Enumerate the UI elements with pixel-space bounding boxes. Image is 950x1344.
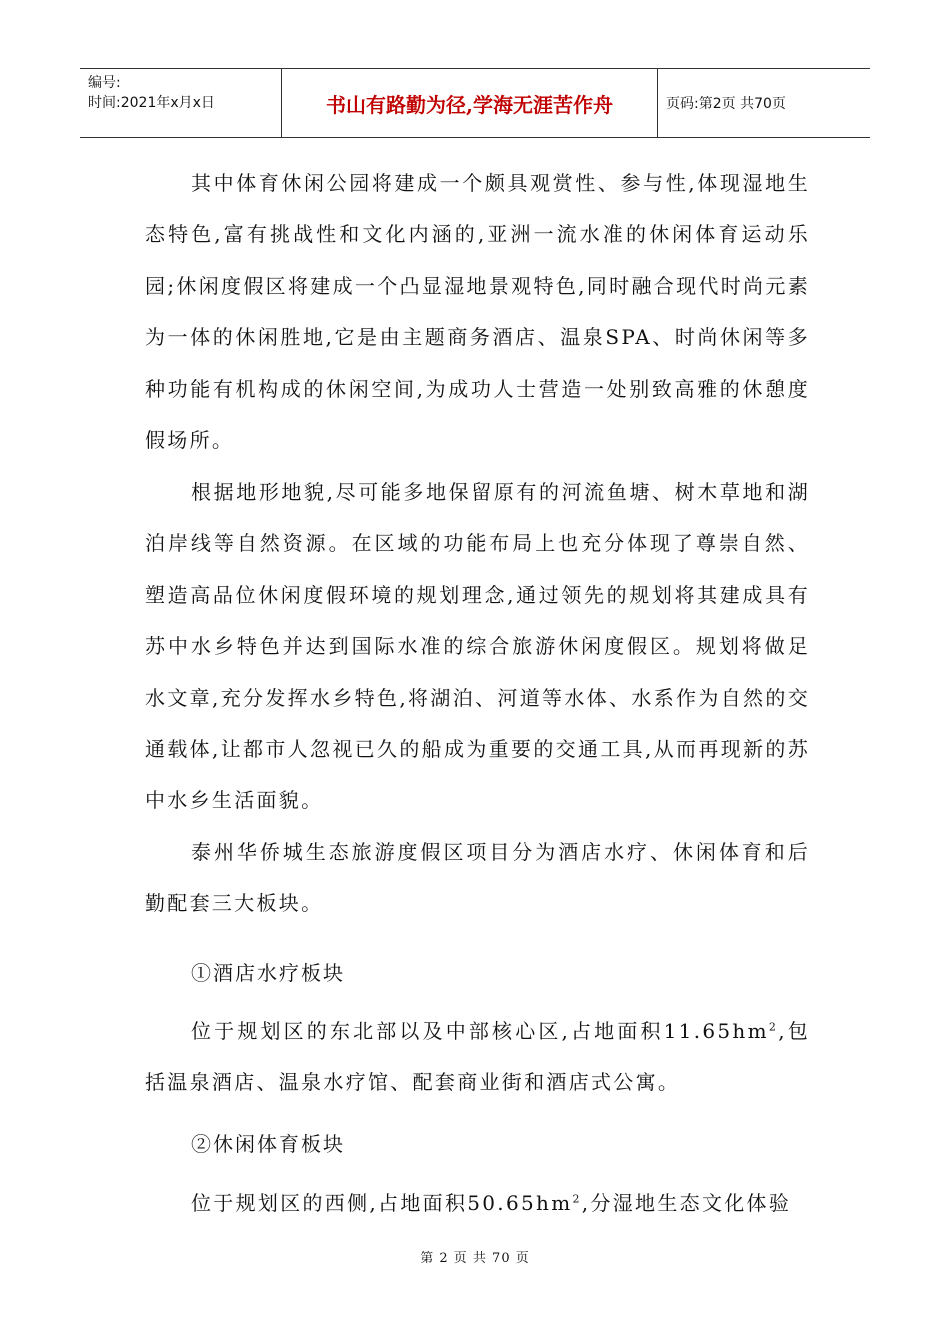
- number-label: 编号:: [88, 75, 121, 91]
- section-heading-2: ②休闲体育板块: [191, 1132, 345, 1156]
- paragraph-5-post: ,分湿地生态文化体验: [581, 1191, 792, 1215]
- paragraph-5-pre: 位于规划区的西侧,占地面积50.65hm: [191, 1191, 573, 1215]
- paragraph-5: [145, 1178, 810, 1229]
- header-meta: [80, 69, 282, 137]
- page-info: 页码:第2页 共70页: [666, 96, 786, 112]
- motto: 书山有路勤为径,学海无涯苦作舟: [326, 92, 613, 117]
- paragraph-3: 泰州华侨城生态旅游度假区项目分为酒店水疗、休闲体育和后勤配套三大板块。: [145, 840, 810, 916]
- paragraph-4: [145, 1006, 810, 1109]
- superscript: 2: [768, 1020, 779, 1034]
- section-heading-1: ①酒店水疗板块: [191, 961, 345, 985]
- superscript: 2: [572, 1192, 582, 1206]
- page-footer: 第 2 页 共 70 页: [420, 1251, 530, 1266]
- paragraph-1: 其中体育休闲公园将建成一个颇具观赏性、参与性,体现湿地生态特色,富有挑战性和文化内涵的,亚洲一流水准的休闲体育运动乐园;休闲度假区将建成一个凸显湿地景观特色,同时融合现代时尚元素为一体的休闲胜地,它是由主题商务酒店、温泉SPA、时尚休闲等多种功能有机构成的休闲空间,为成功人士营造一处别致高雅的休憩度假场所。: [145, 171, 810, 453]
- paragraph-4-pre: 位于规划区的东北部以及中部核心区,占地面积11.65hm: [191, 1019, 769, 1043]
- paragraph-4-post: ,包括温泉酒店、温泉水疗馆、配套商业街和酒店式公寓。: [145, 1019, 811, 1095]
- header-motto-cell: [282, 69, 658, 137]
- page-header: [80, 68, 870, 138]
- time-label: 时间:2021年x月x日: [88, 95, 215, 111]
- paragraph-2: 根据地形地貌,尽可能多地保留原有的河流鱼塘、树木草地和湖泊岸线等自然资源。在区域的功能布局上也充分体现了尊崇自然、塑造高品位休闲度假环境的规划理念,通过领先的规划将其建成具有苏中水乡特色并达到国际水准的综合旅游休闲度假区。规划将做足水文章,充分发挥水乡特色,将湖泊、河道等水体、水系作为自然的交通载体,让都市人忽视已久的船成为重要的交通工具,从而再现新的苏中水乡生活面貌。: [145, 480, 810, 813]
